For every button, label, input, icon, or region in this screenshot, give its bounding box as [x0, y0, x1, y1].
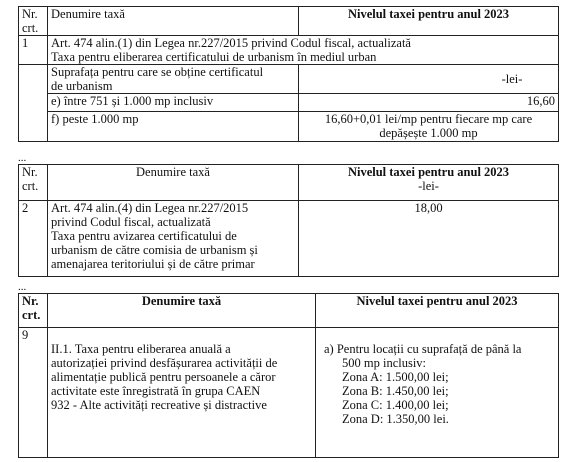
row-e-value: 16,60: [299, 94, 559, 112]
table1-row-f: [19, 112, 559, 142]
row-value: a) Pentru locații cu suprafață de până la 500 mp inclusiv: Zona A: 1.500,00 lei; Zona B: 1.450,00 lei; Zona C: 1.400,00 lei; Zona D: 1.350,00 lei.: [316, 328, 559, 458]
row-nr: 2: [19, 201, 48, 277]
header-denumire: Denumire taxă: [48, 294, 316, 328]
ellipsis-2: ...: [18, 281, 27, 293]
header-nr: Nr. crt.: [19, 294, 48, 328]
zone-d: Zona D: 1.350,00 lei.: [342, 412, 449, 426]
table3-header: [19, 294, 559, 328]
header-nivel: Nivelul taxei pentru anul 2023: [316, 294, 559, 328]
ellipsis-1: ...: [18, 152, 27, 164]
table1-row-1: [19, 36, 559, 65]
row-text: II.1. Taxa pentru eliberarea anuală a autorizației privind desfășurarea activității de alimentație publică pentru persoanele a căror activitate este înregistrată în grupa CAEN 932 - Alte activități recreative și distractive: [48, 328, 316, 458]
header-nr: Nr. crt.: [19, 7, 48, 36]
tax-table-1: [18, 6, 559, 142]
header-nivel: Nivelul taxei pentru anul 2023: [299, 7, 559, 36]
row-nr: 9: [19, 328, 48, 458]
table1-row-e: [19, 94, 559, 112]
row-text: Art. 474 alin.(4) din Legea nr.227/2015 privind Codul fiscal, actualizată Taxa pentru avizarea certificatului de urbanism de către comisia de urbanism și amenajarea teritoriului și de către primar: [48, 201, 299, 277]
row-value: 18,00: [299, 201, 559, 277]
empty-nr-cell: [19, 65, 48, 142]
table3-row-9: [19, 328, 559, 458]
zone-b: Zona B: 1.450,00 lei;: [342, 384, 449, 398]
row-art-text: Art. 474 alin.(1) din Legea nr.227/2015 privind Codul fiscal, actualizată Taxa pentru eliberarea certificatului de urbanism în mediul urban: [48, 36, 559, 65]
table2-row-2: [19, 201, 559, 277]
header-denumire: Denumire taxă: [48, 7, 299, 36]
table1-header: [19, 7, 559, 36]
row-f-value: 16,60+0,01 lei/mp pentru fiecare mp care depășește 1.000 mp: [299, 112, 559, 142]
table2-header: [19, 165, 559, 201]
row-f-label: f) peste 1.000 mp: [48, 112, 299, 142]
tax-table-3: [18, 293, 559, 458]
row-nr: 1: [19, 36, 48, 65]
row-e-label: e) între 751 și 1.000 mp inclusiv: [48, 94, 299, 112]
unit-label: -lei-: [418, 179, 439, 193]
unit-label: -lei-: [299, 65, 559, 94]
zone-a: Zona A: 1.500,00 lei;: [342, 370, 449, 384]
suprafata-label: Suprafața pentru care se obține certificatul de urbanism: [48, 65, 299, 94]
tax-table-2: [18, 164, 559, 277]
header-nivel: Nivelul taxei pentru anul 2023 -lei-: [299, 165, 559, 201]
header-denumire: Denumire taxă: [48, 165, 299, 201]
zone-c: Zona C: 1.400,00 lei;: [342, 398, 449, 412]
header-nr: Nr. crt.: [19, 165, 48, 201]
table1-row-suprafata: [19, 65, 559, 94]
